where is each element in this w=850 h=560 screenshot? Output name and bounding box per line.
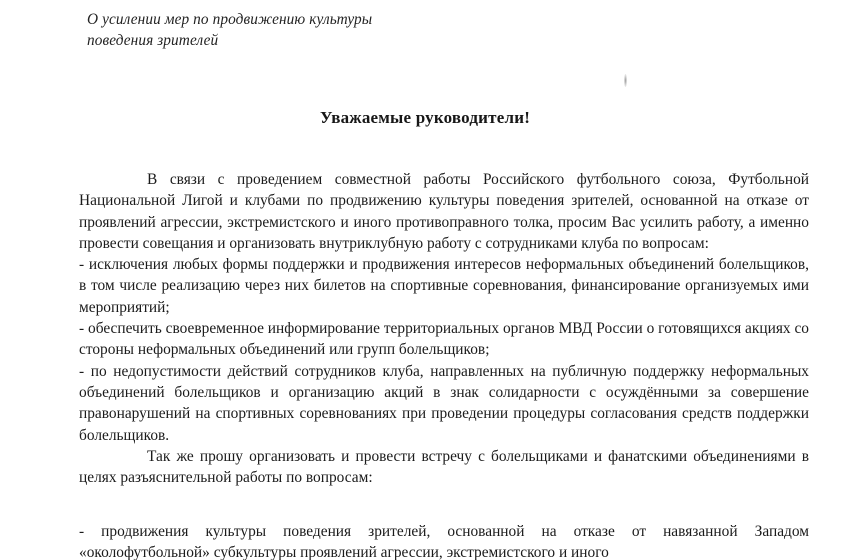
document-body [79, 169, 809, 488]
trailing-clipped-list-item [79, 521, 809, 560]
subject-line-1: О усилении мер по продвижению культуры [87, 11, 373, 28]
scan-artifact-speck [624, 74, 627, 87]
list-item-3: - по недопустимости действий сотрудников клуба, направленных на публичную поддержку неформальных объединений болельщиков и организацию акций в знак солидарности с осуждёнными за совершение правонарушений на спортивных соревнованиях при проведении процедуры согласования средств поддержки болельщиков. [79, 362, 809, 444]
subject-line-2: поведения зрителей [87, 32, 219, 49]
subject-reference-line [87, 9, 432, 51]
second-paragraph: Так же прошу организовать и провести встречу с болельщиками и фанатскими объединениями в целях разъяснительной работы по вопросам: [79, 447, 809, 487]
intro-paragraph: В связи с проведением совместной работы Российского футбольного союза, Футбольной Национальной Лигой и клубами по продвижению культуры поведения зрителей, основанной на отказе от проявлений агрессии, экстремистского и иного противоправного толка, просим Вас усилить работу, а именно провести совещания и организовать внутриклубную работу с сотрудниками клуба по вопросам: [79, 171, 809, 252]
list-item-4: - продвижения культуры поведения зрителей, основанной на отказе от навязанной Западом «околофутбольной» субкультуры проявлений агрессии, экстремистского и иного [79, 523, 809, 560]
list-item-1: - исключения любых формы поддержки и продвижения интересов неформальных объединений болельщиков, в том числе реализацию через них билетов на спортивные соревнования, финансирование организуемых ими мероприятий; [79, 256, 809, 316]
salutation-heading: Уважаемые руководители! [319, 108, 531, 127]
list-item-2: - обеспечить своевременное информирование территориальных органов МВД России о готовящихся акциях со стороны неформальных объединений или групп болельщиков; [79, 320, 809, 359]
